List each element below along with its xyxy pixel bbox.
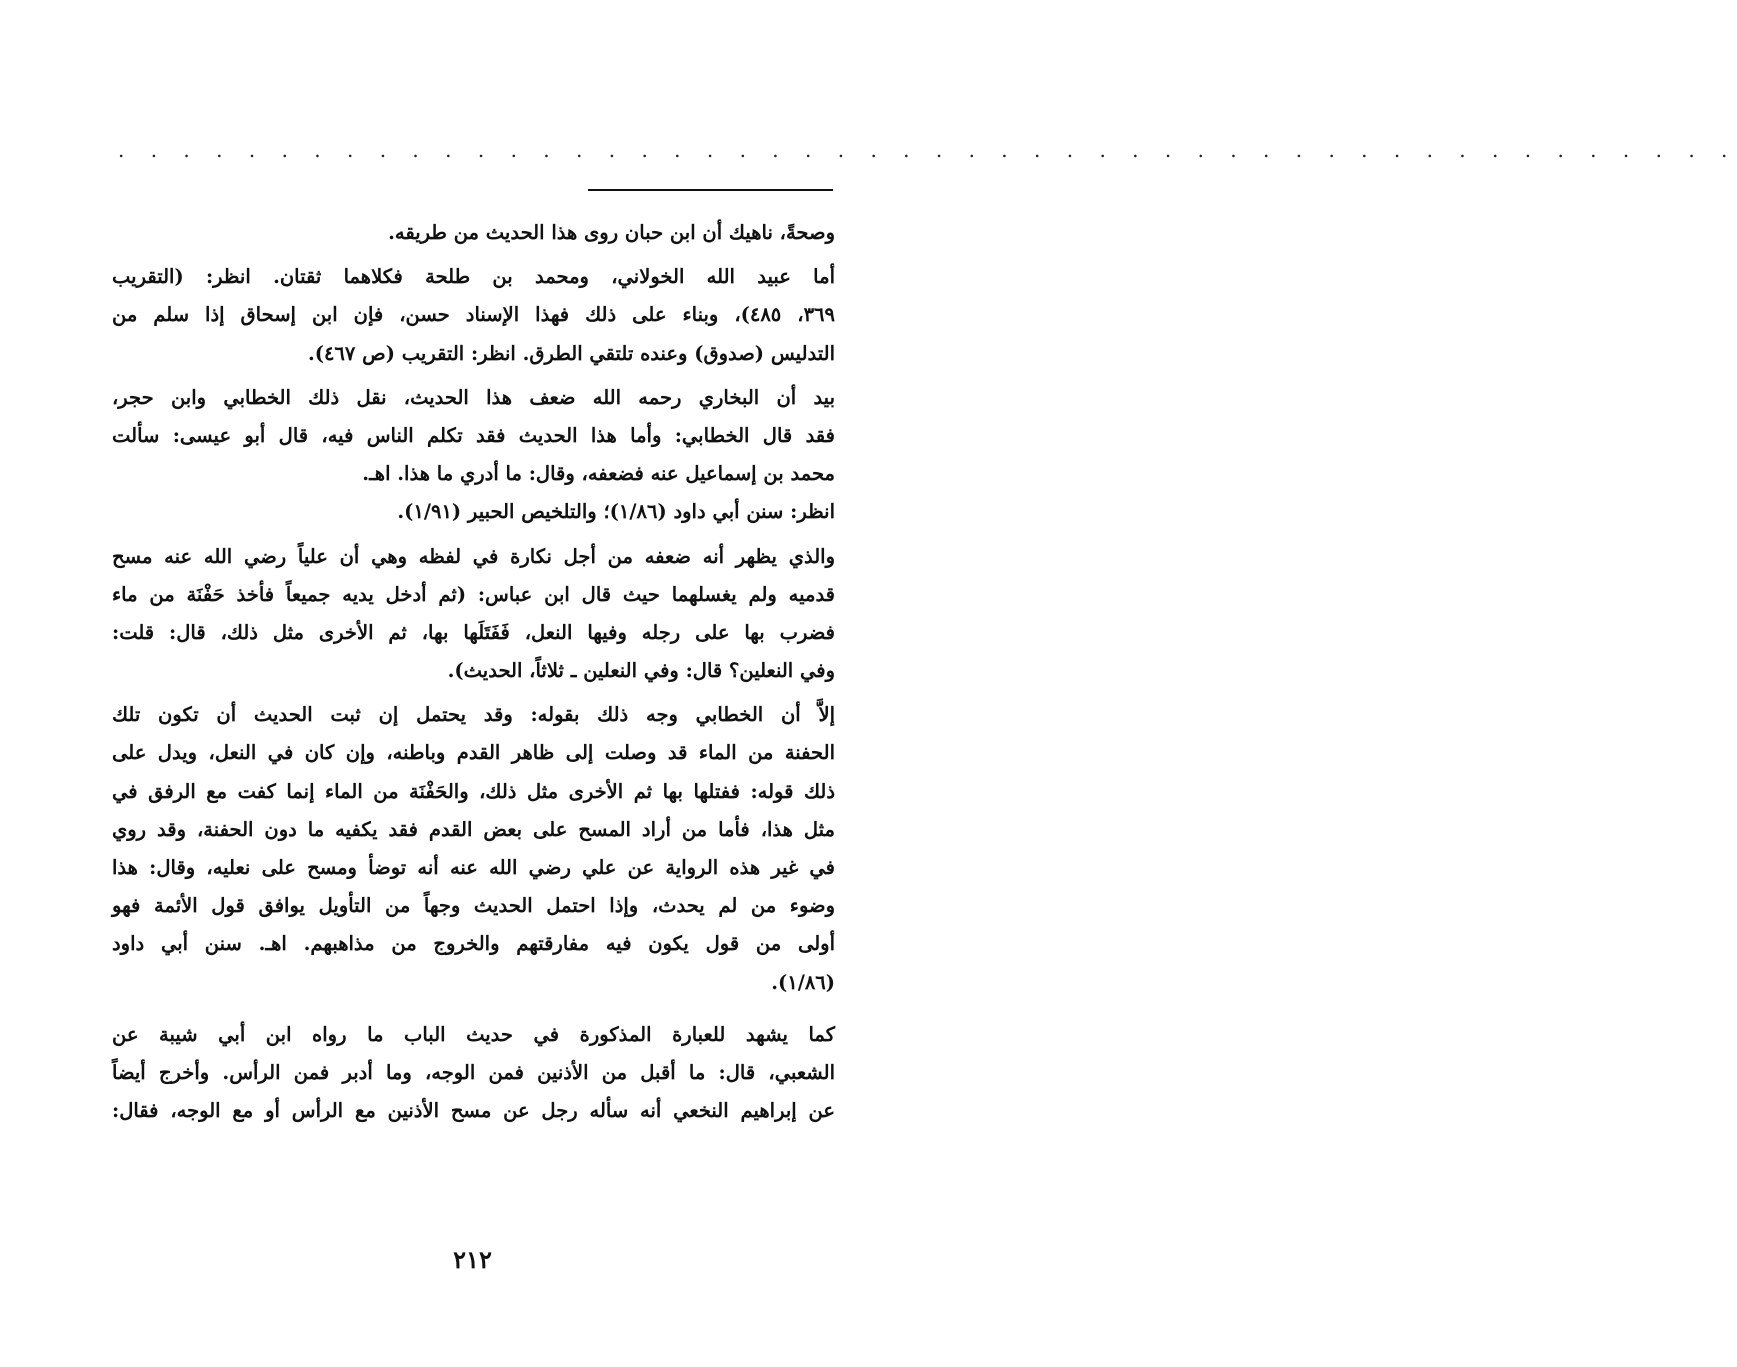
text-line: عن إبراهيم النخعي أنه سأله رجل عن مسح الأذنين مع الرأس أو مع الوجه، فقال:	[112, 1099, 835, 1123]
text-line: محمد بن إسماعيل عنه فضعفه، وقال: ما أدري ما هذا. اهـ.	[362, 462, 835, 486]
text-line: ذلك قوله: ففتلها بها ثم الأخرى مثل ذلك، والحَفْنَة من الماء إنما كفت مع الرفق في	[112, 779, 835, 803]
text-line: إلاَّ أن الخطابي وجه ذلك بقوله: وقد يحتمل إن ثبت الحديث أن تكون تلك	[112, 703, 835, 727]
text-line: التدليس (صدوق) وعنده تلتقي الطرق. انظر: التقريب (ص ٤٦٧).	[307, 341, 835, 365]
text-line: وصحةً، ناهيك أن ابن حبان روى هذا الحديث من طريقه.	[388, 221, 835, 244]
text-line: والذي يظهر أنه ضعفه من أجل نكارة في لفظه وهي أن علياً رضي الله عنه مسح	[112, 544, 835, 568]
text-line: أما عبيد الله الخولاني، ومحمد بن طلحة فكلاهما ثقتان. انظر: (التقريب	[112, 265, 835, 289]
text-line: في غير هذه الرواية عن علي رضي الله عنه أنه توضأ ومسح على نعليه، وقال: هذا	[112, 856, 835, 879]
text-line: الشعبي، قال: ما أقبل من الأذنين فمن الوجه، وما أدبر فمن الرأس. وأخرج أيضاً	[112, 1060, 835, 1084]
text-line: بيد أن البخاري رحمه الله ضعف هذا الحديث، نقل ذلك الخطابي وابن حجر،	[112, 385, 835, 409]
text-line: الحفنة من الماء قد وصلت إلى ظاهر القدم وباطنه، وإن كان في النعل، ويدل على	[112, 741, 835, 765]
text-line: ٣٦٩، ٤٨٥)، وبناء على ذلك فهذا الإسناد حسن، فإن ابن إسحاق إذا سلم من	[112, 303, 835, 327]
text-line: كما يشهد للعبارة المذكورة في حديث الباب ما رواه ابن أبي شيبة عن	[112, 1022, 835, 1046]
footnote-rule	[588, 189, 833, 191]
text-line: (١/٨٦).	[771, 970, 835, 994]
text-line: فقد قال الخطابي: وأما هذا الحديث فقد تكلم الناس فيه، قال أبو عيسى: سألت	[112, 423, 835, 447]
text-line: انظر: سنن أبي داود (١/٨٦)؛ والتلخيص الحبير (١/٩١).	[397, 500, 835, 524]
text-line: وضوء من لم يحدث، وإذا احتمل الحديث وجهاً من التأويل يوافق قول الأئمة فهو	[112, 894, 835, 918]
text-line: وفي النعلين؟ قال: وفي النعلين ـ ثلاثاً، الحديث).	[447, 659, 835, 683]
text-line: فضرب بها على رجله وفيها النعل، فَفَتَلَها بها، ثم الأخرى مثل ذلك، قال: قلت:	[112, 620, 835, 644]
dotted-separator: . . . . . . . . . . . . . . . . . . . . . . . . . . . . . . . . . . . . . . . . . . . . . . . . . .	[118, 138, 1737, 162]
page-number: ٢١٢	[453, 1245, 492, 1274]
text-line: مثل هذا، فأما من أراد المسح على بعض القدم فقد يكفيه ما دون الحفنة، وقد روي	[112, 817, 835, 841]
footnote-text	[112, 214, 835, 1130]
text-line: أولى من قول يكون فيه مفارقتهم والخروج من مذاهبهم. اهـ. سنن أبي داود	[112, 932, 835, 956]
text-line: قدميه ولم يغسلهما حيث قال ابن عباس: (ثم أدخل يديه جميعاً فأخذ حَفْنَة من ماء	[112, 582, 835, 606]
